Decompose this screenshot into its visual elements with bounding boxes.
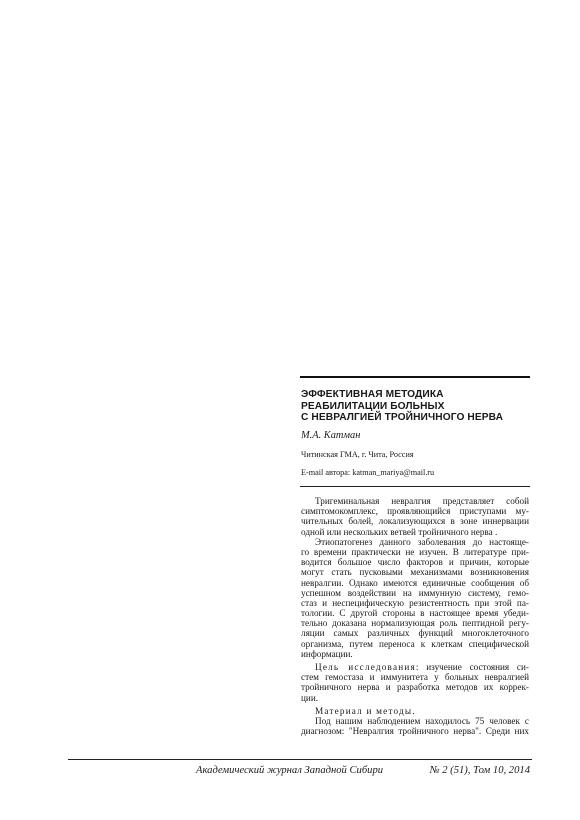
body-line: диагнозом: "Невралгия тройничного нерва". Среди них (301, 726, 529, 737)
body-line: организма, путем переноса к клеткам специфической (301, 638, 529, 649)
title-line: С НЕВРАЛГИЕЙ ТРОЙНИЧНОГО НЕРВА (301, 412, 504, 424)
title-line: РЕАБИЛИТАЦИИ БОЛЬНЫХ (301, 400, 445, 412)
body-line: Материал и методы. (315, 705, 415, 716)
title-top-rule (300, 376, 530, 378)
article-title (301, 389, 529, 424)
body-line: тологии. С другой стороны в настоящее время убеди- (301, 608, 529, 619)
body-line: Под нашим наблюдением находилось 75 человек с (315, 715, 529, 726)
body-line: водится большое число факторов и причин, которые (301, 557, 529, 568)
body-line: Цель исследования: изучение состояния си- (315, 662, 529, 672)
body-line: стем гемостаза и иммунитета у больных невралгией (301, 672, 529, 683)
body-line: невралгии. Однако имеются единичные сообщения об (301, 577, 529, 588)
title-line: ЭФФЕКТИВНАЯ МЕТОДИКА (301, 389, 444, 400)
body-line: тройничного нерва и разработка методов их коррек- (301, 682, 529, 693)
body-line: ляции самых различных функций многоклеточного (301, 628, 529, 639)
body-line: Тригеминальная невралгия представляет собой (315, 496, 529, 506)
body-line: информации. (301, 648, 353, 659)
body-line: го времени практически не изучен. В литературе при- (301, 546, 529, 557)
body-line: симптомокомплекс, проявляющийся приступами му- (301, 506, 529, 517)
footer-rule (68, 759, 532, 760)
body-line: успешном воздействии на иммунную систему, гемо- (301, 587, 529, 598)
body-line: Этиопатогенез данного заболевания до настояще- (315, 536, 529, 547)
journal-name: Академический журнал Западной Сибири (196, 765, 384, 776)
journal-issue: № 2 (51), Том 10, 2014 (429, 765, 530, 776)
body-line: чительных болей, локализующихся в зоне иннервации (301, 516, 529, 527)
author-email: E-mail автора: katman_mariya@mail.ru (301, 468, 435, 477)
author-affiliation: Читинская ГМА, г. Чита, Россия (301, 450, 414, 459)
article-author: М.А. Катман (301, 430, 361, 441)
body-line: тельно доказана нормализующая роль пептидной регу- (301, 618, 529, 629)
body-line: стаз и неспецифическую резистентность при этой па- (301, 597, 529, 608)
body-line: одной или нескольких ветвей тройничного нерва . (301, 526, 498, 537)
body-line: могут стать пусковыми механизмами возникновения (301, 567, 529, 578)
header-divider (300, 486, 530, 487)
article-body (301, 496, 529, 736)
body-line: ции. (301, 692, 319, 703)
